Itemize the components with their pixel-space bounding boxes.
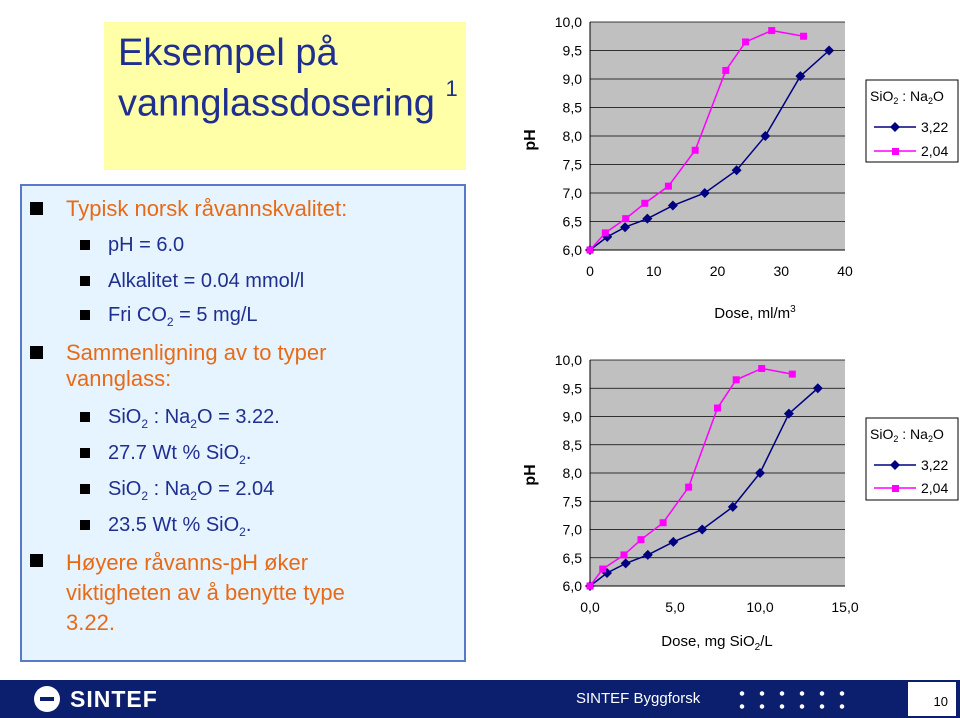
chart-ph-vs-dose-mg (490, 340, 960, 670)
legend-label-204: 2,04 (921, 480, 949, 496)
footer-dot-pattern (732, 687, 852, 713)
square-bullet-icon (80, 276, 90, 286)
square-bullet-icon (80, 448, 90, 458)
x-tick-label: 0 (586, 263, 594, 279)
y-axis-label: pH (522, 129, 539, 151)
x-tick-label: 5,0 (665, 599, 685, 615)
data-point (692, 147, 699, 154)
y-tick-label: 9,5 (562, 42, 582, 59)
data-point (638, 536, 645, 543)
y-tick-label: 8,5 (562, 436, 582, 453)
y-tick-label: 9,0 (562, 408, 582, 425)
legend-marker-204 (892, 148, 899, 155)
y-tick-label: 7,0 (562, 521, 582, 538)
square-bullet-icon (30, 202, 43, 215)
bullet-text: Typisk norsk råvannskvalitet: (66, 196, 348, 221)
data-point (602, 229, 609, 236)
slide-title-line2 (118, 76, 458, 126)
x-tick-label: 0,0 (580, 599, 600, 615)
data-point (587, 247, 594, 254)
y-tick-label: 9,0 (562, 71, 582, 87)
plot-area (555, 352, 859, 615)
page-number: 10 (933, 694, 948, 709)
data-point (587, 583, 594, 590)
slide-title-box (104, 22, 466, 170)
x-tick-label: 20 (709, 263, 726, 279)
data-point (641, 200, 648, 207)
legend-label-322: 3,22 (921, 457, 949, 473)
legend-marker-204 (892, 485, 899, 492)
plot-area (555, 14, 853, 279)
y-tick-label: 10,0 (554, 352, 582, 368)
legend-title: SiO$_2$ : $Na_2O$ (870, 88, 944, 106)
x-tick-label: 30 (773, 263, 790, 279)
y-tick-label: 6,0 (562, 578, 582, 594)
x-tick-label: 40 (837, 263, 853, 279)
square-bullet-icon (30, 346, 43, 359)
footer-bar (0, 680, 960, 718)
y-tick-label: 6,5 (562, 549, 582, 566)
data-point (722, 67, 729, 74)
bullet-text: SiO$_2$ : $Na_2O = 3.22$. (108, 406, 280, 431)
data-point (789, 371, 796, 378)
legend-title: SiO$_2$ : $Na_2O$ (870, 426, 944, 444)
data-point (665, 183, 672, 190)
y-tick-label: 7,5 (562, 493, 582, 510)
bullet-text: 27.7 Wt % SiO$_2$. (108, 442, 252, 467)
x-tick-label: 10,0 (746, 599, 774, 615)
data-point (742, 38, 749, 45)
x-axis-label: Dose, mg SiO$_2$/L (661, 633, 773, 653)
y-tick-label: 7,5 (562, 156, 582, 173)
y-tick-label: 8,5 (562, 99, 582, 116)
bullet-text: SiO$_2$ : $Na_2O = 2.04$ (108, 478, 275, 503)
data-point (768, 27, 775, 34)
y-tick-label: 6,0 (562, 242, 582, 258)
x-tick-label: 15,0 (831, 599, 859, 615)
slide-title-line1: Eksempel på (118, 32, 338, 74)
y-tick-label: 8,0 (562, 128, 582, 144)
x-axis-label: Dose, $ml/m^3$ (714, 304, 796, 322)
y-tick-label: 6,5 (562, 213, 582, 230)
square-bullet-icon (80, 484, 90, 494)
square-bullet-icon (80, 520, 90, 530)
y-tick-label: 9,5 (562, 380, 582, 397)
bullet-text: Høyere råvanns-pH øker viktigheten av å benytte type 3.22. (66, 550, 345, 635)
y-tick-label: 8,0 (562, 465, 582, 481)
data-point (758, 365, 765, 372)
slide-title-number: 1 (445, 76, 458, 101)
bullet-list-box (20, 184, 466, 662)
data-point (599, 566, 606, 573)
y-tick-label: 7,0 (562, 185, 582, 201)
square-bullet-icon (80, 412, 90, 422)
legend-label-322: 3,22 (921, 119, 949, 135)
square-bullet-icon (80, 310, 90, 320)
legend-label-204: 2,04 (921, 143, 949, 159)
y-axis-label: pH (522, 464, 539, 486)
data-point (660, 519, 667, 526)
data-point (733, 376, 740, 383)
x-tick-label: 10 (645, 263, 662, 279)
legend (866, 418, 958, 500)
data-point (621, 551, 628, 558)
page-number-box (908, 682, 956, 716)
footer-department: SINTEF Byggforsk (576, 690, 701, 707)
data-point (714, 405, 721, 412)
slide-title-text: vannglassdosering (118, 82, 435, 125)
square-bullet-icon (80, 240, 90, 250)
data-point (622, 215, 629, 222)
data-point (800, 33, 807, 40)
y-tick-label: 10,0 (554, 14, 582, 30)
footer-brand: SINTEF (70, 686, 158, 712)
bullet-text: Alkalitet = 0.04 mmol/l (108, 270, 305, 292)
bullet-text: Sammenligning av to typer vannglass: (66, 340, 327, 391)
bullet-text: pH = 6.0 (108, 234, 185, 256)
data-point (685, 484, 692, 491)
sintef-logo-icon (34, 686, 60, 712)
bullet-text: Fri $CO_2 = 5$ mg/L (108, 304, 258, 329)
legend (866, 80, 958, 162)
square-bullet-icon (30, 554, 43, 567)
chart-ph-vs-dose-ml (490, 0, 960, 340)
bullet-text: 23.5 Wt % SiO$_2$. (108, 514, 252, 539)
